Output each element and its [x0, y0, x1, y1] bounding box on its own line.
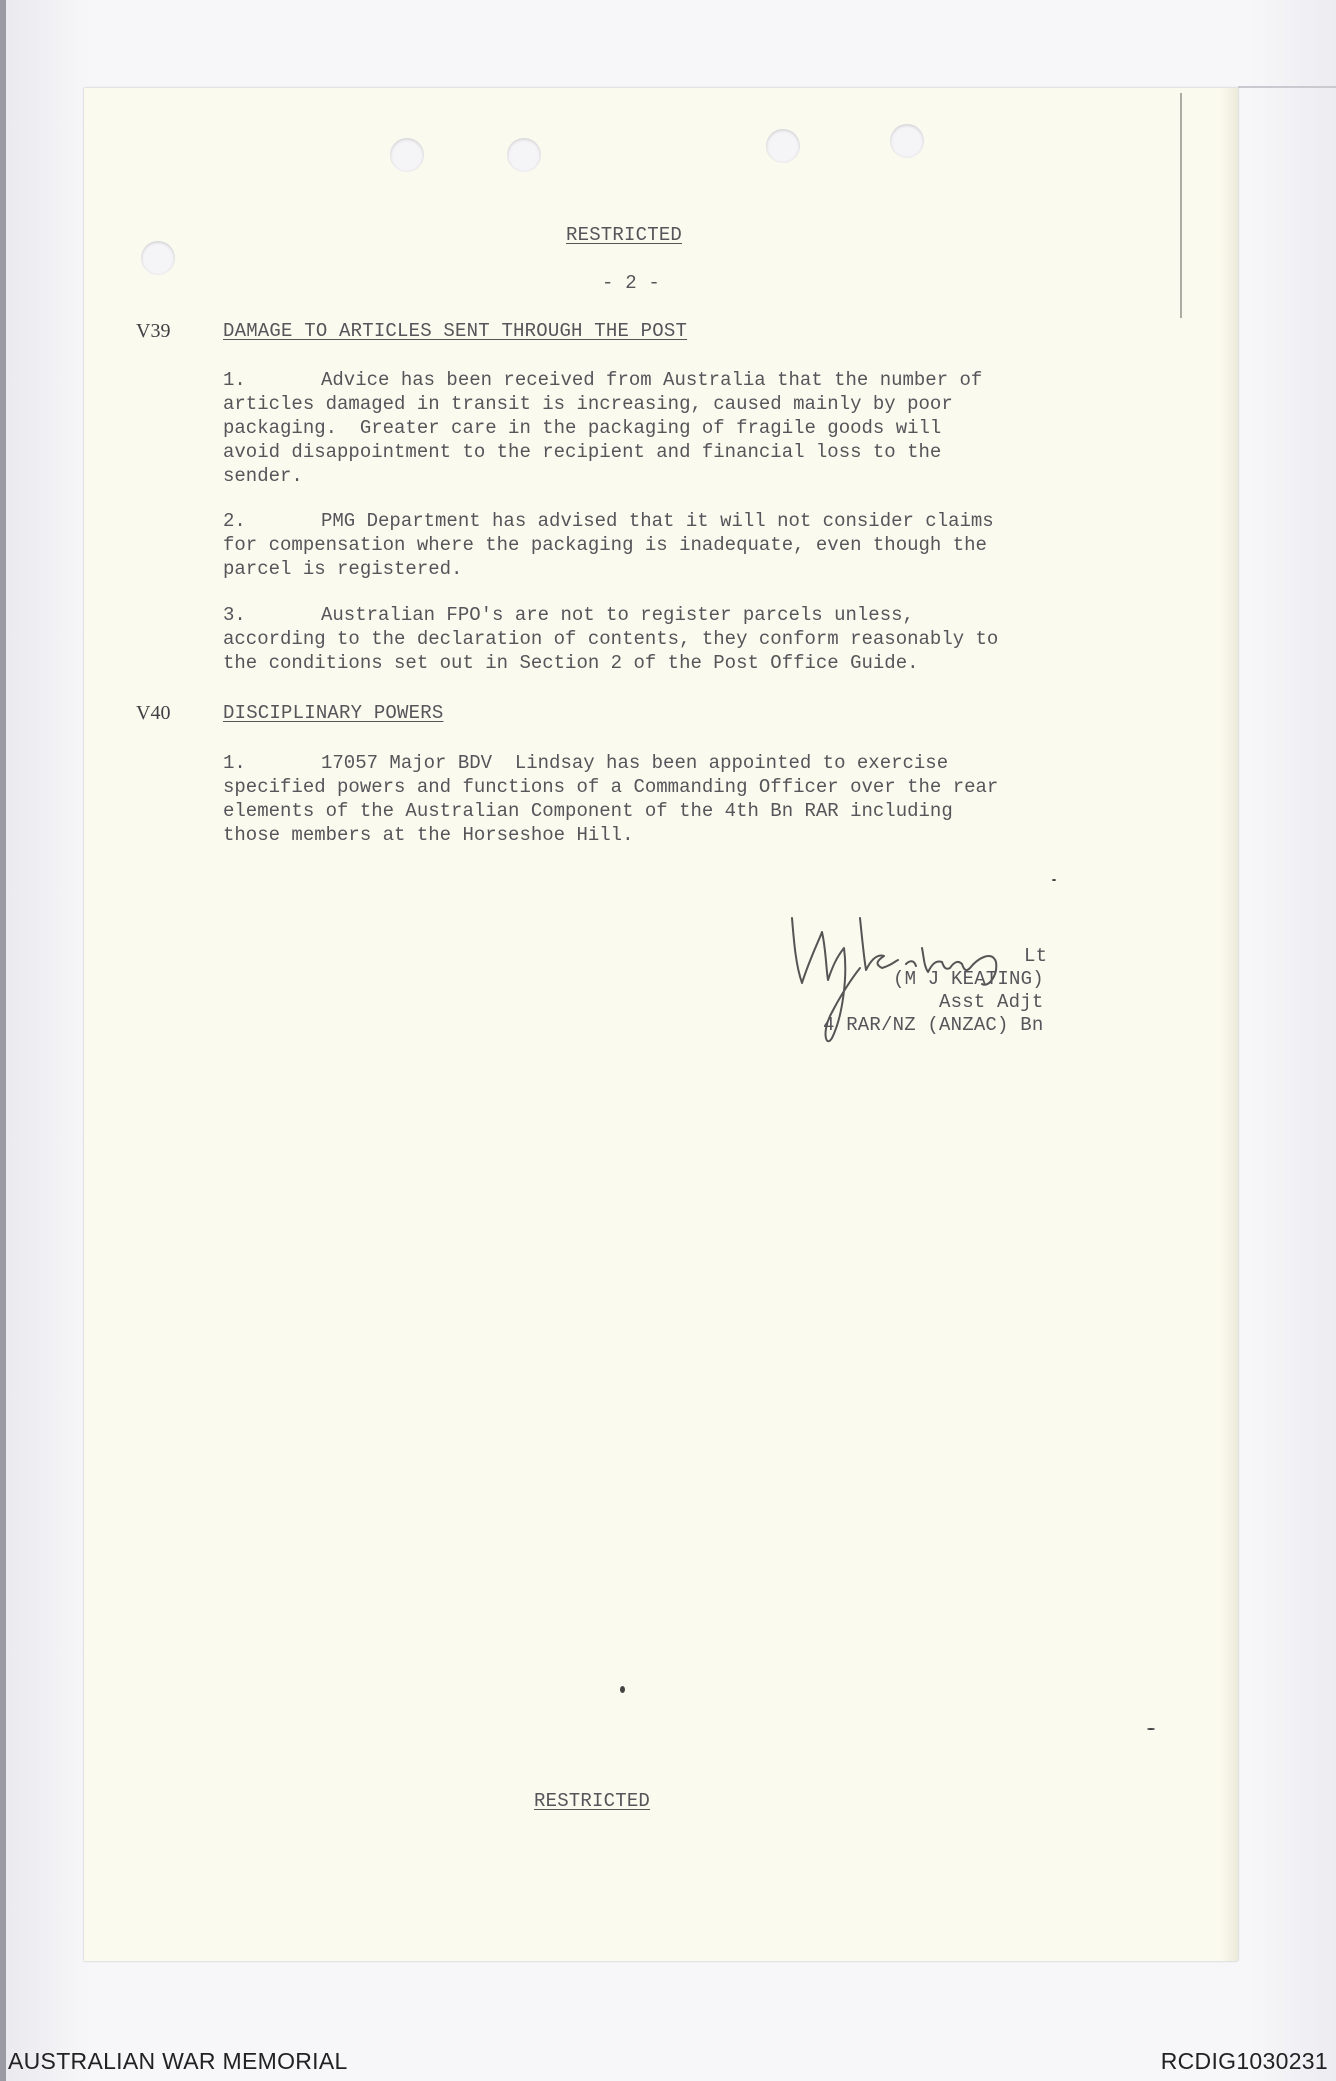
paragraph-number: 1.	[223, 369, 246, 391]
punch-hole	[141, 241, 175, 275]
paragraph	[223, 509, 1103, 581]
archive-institution: AUSTRALIAN WAR MEMORIAL	[8, 2048, 348, 2074]
paragraph-line: those members at the Horseshoe Hill.	[223, 824, 634, 846]
paragraph-line: the conditions set out in Section 2 of the Post Office Guide.	[223, 652, 919, 674]
page-shadow-edge	[1220, 88, 1238, 1961]
paragraph-number: 2.	[223, 510, 246, 532]
signatory-unit: 4 RAR/NZ (ANZAC) Bn	[823, 1014, 1044, 1036]
paragraph	[223, 603, 1103, 675]
paragraph-line: elements of the Australian Component of the 4th Bn RAR including	[223, 800, 953, 822]
ink-speck	[1147, 1728, 1155, 1730]
paragraph-number: 1.	[223, 752, 246, 774]
punch-hole	[890, 124, 924, 158]
paragraph-line: 1. 17057 Major BDV Lindsay has been appointed to exercise	[223, 752, 949, 774]
paragraph-line: 3. Australian FPO's are not to register parcels unless,	[223, 604, 914, 626]
paragraph-number: 3.	[223, 604, 246, 626]
classification-header: RESTRICTED	[566, 224, 683, 246]
paragraph-line: 1. Advice has been received from Australia that the number of	[223, 369, 983, 391]
section-ref: V40	[136, 702, 171, 724]
section-ref: V39	[136, 320, 171, 342]
fold-mark	[1180, 93, 1182, 318]
paragraph-line: for compensation where the packaging is inadequate, even though the	[223, 534, 987, 556]
paragraph-line: specified powers and functions of a Commanding Officer over the rear	[223, 776, 999, 798]
paragraph-line: packaging. Greater care in the packaging of fragile goods will	[223, 417, 942, 439]
paragraph-line: sender.	[223, 465, 303, 487]
signatory-name: (M J KEATING)	[893, 968, 1044, 990]
ink-speck	[1052, 879, 1056, 881]
punch-hole	[766, 129, 800, 163]
paragraph-line: avoid disappointment to the recipient and financial loss to the	[223, 441, 942, 463]
paragraph	[223, 751, 1103, 847]
paragraph-line: parcel is registered.	[223, 558, 463, 580]
punch-hole	[507, 138, 541, 172]
section-heading: DISCIPLINARY POWERS	[223, 702, 444, 724]
document-page	[84, 88, 1238, 1961]
classification-footer: RESTRICTED	[534, 1790, 651, 1812]
paragraph	[223, 368, 1103, 488]
section-heading: DAMAGE TO ARTICLES SENT THROUGH THE POST	[223, 320, 688, 342]
scan-edge-strip	[0, 0, 6, 2081]
ink-speck	[620, 1686, 625, 1693]
paragraph-line: articles damaged in transit is increasing, caused mainly by poor	[223, 393, 953, 415]
paragraph-line: according to the declaration of contents, they conform reasonably to	[223, 628, 999, 650]
signatory-appointment: Asst Adjt	[939, 991, 1044, 1013]
scan-edge-line	[1238, 86, 1336, 88]
punch-hole	[390, 138, 424, 172]
paragraph-line: 2. PMG Department has advised that it will not consider claims	[223, 510, 994, 532]
page-number: - 2 -	[602, 272, 661, 294]
signatory-rank: Lt	[1024, 945, 1048, 967]
archive-item-id: RCDIG1030231	[1160, 2048, 1328, 2074]
